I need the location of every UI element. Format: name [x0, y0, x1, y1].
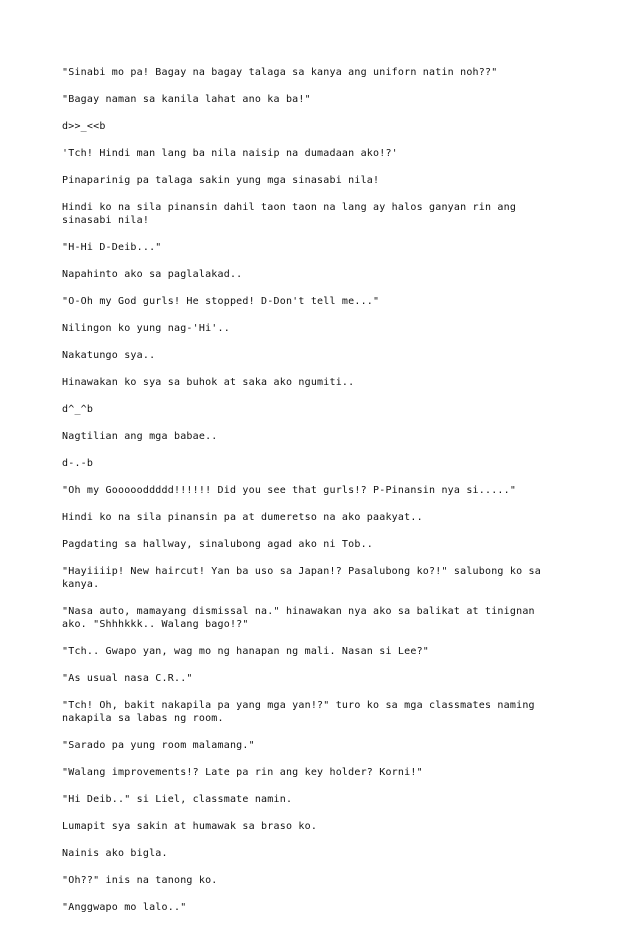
paragraph: d^_^b	[62, 404, 94, 415]
paragraph: "Sinabi mo pa! Bagay na bagay talaga sa kanya ang uniforn natin noh??"	[62, 67, 498, 78]
paragraph: Nilingon ko yung nag-'Hi'..	[62, 323, 230, 334]
paragraph: Napahinto ako sa paglalakad..	[62, 269, 243, 280]
paragraph: d>>_<<b	[62, 121, 106, 132]
paragraph: "Tch.. Gwapo yan, wag mo ng hanapan ng mali. Nasan si Lee?"	[62, 646, 430, 657]
paragraph: "H-Hi D-Deib..."	[62, 242, 162, 253]
paragraph: "Walang improvements!? Late pa rin ang key holder? Korni!"	[62, 767, 423, 778]
paragraph: Hindi ko na sila pinansin dahil taon taon na lang ay halos ganyan rin ang sinasabi nila!	[62, 202, 517, 226]
paragraph: "Anggwapo mo lalo.."	[62, 902, 187, 913]
document-page	[62, 66, 572, 928]
paragraph: "Nasa auto, mamayang dismissal na." hinawakan nya ako sa balikat at tinignan ako. "Shhhkkk.. Walang bago!?"	[62, 606, 535, 630]
paragraph: Nakatungo sya..	[62, 350, 156, 361]
paragraph: "As usual nasa C.R.."	[62, 673, 193, 684]
paragraph: "Bagay naman sa kanila lahat ano ka ba!"	[62, 94, 311, 105]
paragraph: Pinaparinig pa talaga sakin yung mga sinasabi nila!	[62, 175, 380, 186]
paragraph: Pagdating sa hallway, sinalubong agad ako ni Tob..	[62, 539, 374, 550]
paragraph: "Sarado pa yung room malamang."	[62, 740, 255, 751]
paragraph: "Oh my Goooooddddd!!!!!! Did you see that gurls!? P-Pinansin nya si....."	[62, 485, 517, 496]
paragraph: "Oh??" inis na tanong ko.	[62, 875, 218, 886]
paragraph: "Hayiiiip! New haircut! Yan ba uso sa Japan!? Pasalubong ko?!" salubong ko sa kanya.	[62, 566, 541, 590]
paragraph: 'Tch! Hindi man lang ba nila naisip na dumadaan ako!?'	[62, 148, 398, 159]
paragraph: Lumapit sya sakin at humawak sa braso ko.	[62, 821, 318, 832]
paragraph: Hinawakan ko sya sa buhok at saka ako ngumiti..	[62, 377, 355, 388]
paragraph: Nainis ako bigla.	[62, 848, 168, 859]
paragraph: Hindi ko na sila pinansin pa at dumeretso na ako paakyat..	[62, 512, 423, 523]
paragraph: Nagtilian ang mga babae..	[62, 431, 218, 442]
paragraph: "O-Oh my God gurls! He stopped! D-Don't tell me..."	[62, 296, 380, 307]
paragraph: d-.-b	[62, 458, 94, 469]
paragraph: "Hi Deib.." si Liel, classmate namin.	[62, 794, 293, 805]
paragraph: "Tch! Oh, bakit nakapila pa yang mga yan!?" turo ko sa mga classmates naming nakapila sa labas ng room.	[62, 700, 535, 724]
